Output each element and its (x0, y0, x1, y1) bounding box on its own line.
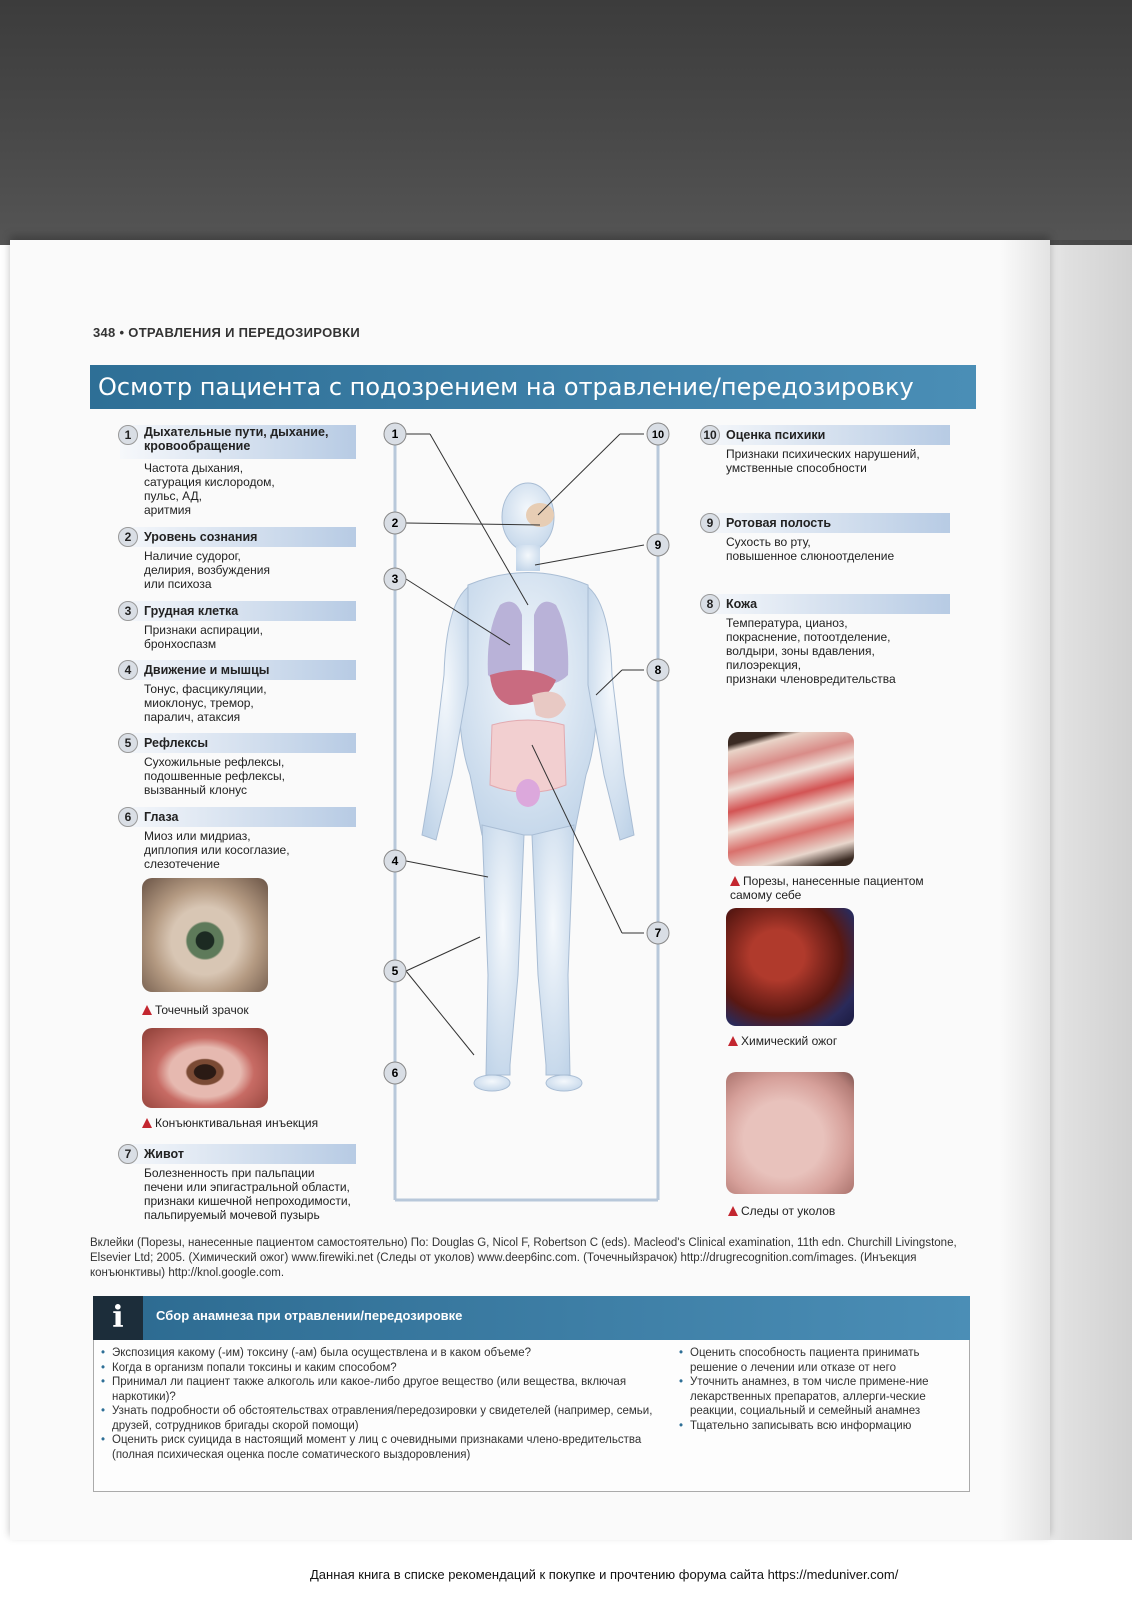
svg-text:9: 9 (654, 538, 662, 552)
caption-marker-icon (728, 1206, 738, 1216)
caption-text: Следы от уколов (741, 1204, 836, 1218)
photo-chemical-burn (726, 908, 854, 1026)
photo-conjunctival-injection (142, 1028, 268, 1108)
svg-text:8: 8 (654, 663, 662, 677)
diagram-marker-9 (647, 534, 669, 556)
info-bullet: • Когда в организм попали токсины и каким способом? (98, 1361, 663, 1376)
left-item-3 (120, 601, 356, 651)
item-number: 6 (118, 807, 138, 827)
caption-injection-marks (728, 1204, 835, 1218)
item-number: 9 (700, 513, 720, 533)
caption-text: Химический ожог (741, 1034, 838, 1048)
info-list-left (98, 1346, 663, 1462)
info-bullet: • Принимал ли пациент также алкоголь или какое-либо другое вещество (или вещества, включая наркотики)? (98, 1375, 663, 1404)
item-heading-text: Оценка психики (726, 428, 826, 442)
left-item-6 (120, 807, 356, 871)
diagram-marker-2 (384, 512, 406, 534)
left-item-4 (120, 660, 356, 724)
info-bullet: • Узнать подробности об обстоятельствах отравления/передозировки у свидетелей (например, семьи, друзей, сотрудников бригады скорой помощи) (98, 1404, 663, 1433)
info-icon: i (93, 1296, 143, 1340)
left-item-7 (120, 1144, 370, 1222)
item-heading-text: Дыхательные пути, дыхание, кровообращение (144, 425, 329, 453)
item-number: 1 (118, 425, 138, 445)
svg-text:6: 6 (391, 1066, 399, 1080)
item-heading (702, 594, 950, 614)
item-heading-text: Движение и мышцы (144, 663, 270, 677)
item-body: Частота дыхания, сатурация кислородом, пульс, АД, аритмия (144, 461, 275, 517)
svg-text:5: 5 (391, 964, 399, 978)
caption-marker-icon (730, 876, 740, 886)
body-diagram (360, 415, 690, 1215)
right-item-8 (702, 594, 950, 686)
item-heading (120, 807, 356, 827)
diagram-marker-6 (384, 1062, 406, 1084)
running-head (93, 325, 360, 340)
caption-marker-icon (728, 1036, 738, 1046)
photo-injection-marks (726, 1072, 854, 1194)
info-bullet: • Оценить способность пациента принимать решение о лечении или отказе от него (676, 1346, 966, 1375)
footer-note: Данная книга в списке рекомендаций к покупке и прочтению форума сайта https://meduniver.com/ (310, 1567, 899, 1582)
page-fold-shadow (1000, 240, 1132, 1540)
item-body: Сухожильные рефлексы, подошвенные рефлексы, вызванный клонус (144, 755, 285, 797)
item-number: 5 (118, 733, 138, 753)
item-body: Болезненность при пальпации печени или эпигастральной области, признаки кишечной непроходимости, пальпируемый мочевой пузырь (144, 1166, 351, 1222)
item-body: Тонус, фасцикуляции, миоклонус, тремор, паралич, атаксия (144, 682, 267, 724)
diagram-marker-5 (384, 960, 406, 982)
item-heading-text: Грудная клетка (144, 604, 239, 618)
diagram-marker-4 (384, 850, 406, 872)
item-number: 10 (700, 425, 720, 445)
left-item-2 (120, 527, 356, 591)
item-number: 2 (118, 527, 138, 547)
diagram-marker-1 (384, 423, 406, 445)
item-body: Признаки аспирации, бронхоспазм (144, 623, 263, 651)
left-item-5 (120, 733, 356, 797)
item-heading (120, 601, 356, 621)
item-number: 3 (118, 601, 138, 621)
item-number: 8 (700, 594, 720, 614)
item-heading-text: Живот (144, 1147, 184, 1161)
image-credits: Вклейки (Порезы, нанесенные пациентом самостоятельно) По: Douglas G, Nicol F, Robertson C (eds). Macleod's Clinical examination, 11th edn. Churchill Livingstone, Elsevier Ltd; 2005. (Химический ожог) www.firewiki.net (Следы от уколов) www.deep6inc.com. (Точечныйзрачок) http://drugrecognition.com/images. (Инъекция конъюнктивы) http://knol.google.com. (90, 1237, 957, 1279)
svg-text:10: 10 (651, 429, 665, 441)
page-title: Осмотр пациента с подозрением на отравление/передозировку (90, 365, 976, 409)
info-bullet: • Экспозиция какому (-им) токсину (-ам) была осуществлена и в каком объеме? (98, 1346, 663, 1361)
item-heading (120, 1144, 356, 1164)
bladder (516, 779, 540, 807)
caption-text: Порезы, нанесенные пациентом самому себе (730, 874, 924, 902)
item-body: Миоз или мидриаз, диплопия или косоглазие, слезотечение (144, 829, 290, 871)
item-heading-text: Уровень сознания (144, 530, 258, 544)
brain-shape (526, 503, 554, 527)
item-heading-text: Рефлексы (144, 736, 209, 750)
left-item-1 (120, 425, 356, 517)
right-item-9 (702, 513, 950, 563)
diagram-marker-7 (647, 922, 669, 944)
info-list-right (676, 1346, 966, 1433)
item-body: Признаки психических нарушений, умственные способности (726, 447, 920, 475)
item-heading (120, 660, 356, 680)
right-item-10 (702, 425, 950, 475)
info-box-title: Сбор анамнеза при отравлении/передозировке (156, 1308, 463, 1323)
item-heading-text: Ротовая полость (726, 516, 832, 530)
caption-pinpoint-pupil (142, 1003, 249, 1017)
item-body: Наличие судорог, делирия, возбуждения или психоза (144, 549, 270, 591)
photo-pinpoint-pupil (142, 878, 268, 992)
item-body: Сухость во рту, повышенное слюноотделение (726, 535, 895, 563)
photo-self-cuts (728, 732, 854, 866)
caption-self-cuts (730, 874, 924, 902)
item-heading (120, 527, 356, 547)
diagram-marker-3 (384, 568, 406, 590)
diagram-marker-8 (647, 659, 669, 681)
info-bullet: • Тщательно записывать всю информацию (676, 1419, 966, 1434)
item-number: 7 (118, 1144, 138, 1164)
bullet-separator: • (119, 325, 129, 340)
item-heading-text: Кожа (726, 597, 758, 611)
svg-text:4: 4 (391, 854, 399, 868)
caption-marker-icon (142, 1118, 152, 1128)
section-title: ОТРАВЛЕНИЯ И ПЕРЕДОЗИРОВКИ (128, 325, 361, 340)
info-bullet: • Уточнить анамнез, в том числе примене-ние лекарственных препаратов, аллерги-ческие реакции, социальный и семейный анамнез (676, 1375, 966, 1419)
item-body: Температура, цианоз, покраснение, потоотделение, волдыри, зоны вдавления, пилоэрекция, признаки членовредительства (726, 616, 896, 686)
diagram-marker-10 (647, 423, 669, 445)
item-heading (120, 733, 356, 753)
page-number: 348 (93, 325, 116, 340)
item-heading (120, 425, 356, 459)
caption-conjunctival (142, 1116, 318, 1130)
scan-dark-background (0, 0, 1132, 245)
caption-chem-burn (728, 1034, 837, 1048)
item-heading (702, 425, 950, 445)
item-heading-text: Глаза (144, 810, 179, 824)
caption-text: Конъюнктивальная инъекция (155, 1116, 319, 1130)
svg-text:3: 3 (391, 572, 399, 586)
svg-text:1: 1 (391, 427, 399, 441)
caption-text: Точечный зрачок (155, 1003, 249, 1017)
svg-text:7: 7 (654, 926, 662, 940)
caption-marker-icon (142, 1005, 152, 1015)
svg-text:2: 2 (391, 516, 399, 530)
item-heading (702, 513, 950, 533)
item-number: 4 (118, 660, 138, 680)
info-bullet: • Оценить риск суицида в настоящий момент у лиц с очевидными признаками члено-вредительства (полная психическая оценка после соматического выздоровления) (98, 1433, 663, 1462)
